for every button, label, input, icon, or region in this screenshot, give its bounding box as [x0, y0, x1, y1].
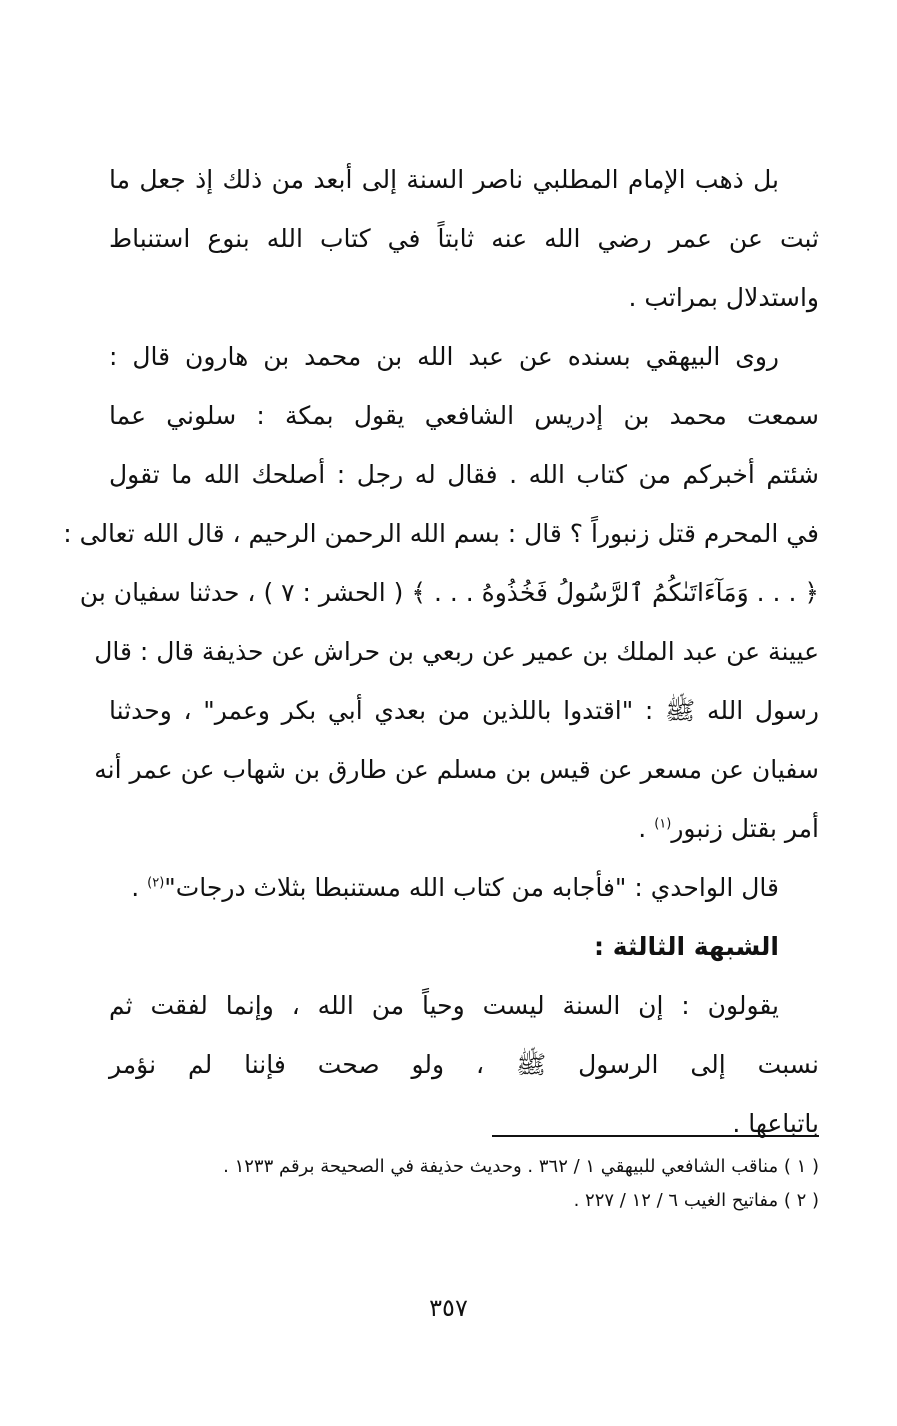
main-text — [63, 150, 819, 1153]
text-line: نسبت إلى الرسول ﷺ ، ولو صحت فإننا لم نؤمر — [109, 1050, 819, 1079]
text-line — [109, 858, 819, 917]
line-end-punctuation: . — [638, 814, 655, 843]
text-line: باتباعها . — [732, 1109, 819, 1138]
text-line: بل ذهب الإمام المطلبي ناصر السنة إلى أبعد من ذلك إذ جعل ما — [109, 165, 779, 194]
text-line-content: أمر بقتل زنبور — [671, 814, 819, 843]
quran-verse-line: ﴿ . . . وَمَآءَاتَىٰكُمُ ٱلرَّسُولُ فَخُذُوهُ . . . ﴾ ( الحشر : ٧ ) ، حدثنا سفيان بن — [79, 578, 819, 607]
footnote-2: ( ٢ ) مفاتيح الغيب ٦ / ١٢ / ٢٢٧ . — [573, 1190, 819, 1211]
footnote-1: ( ١ ) مناقب الشافعي للبيهقي ١ / ٣٦٢ . وحديث حذيفة في الصحيحة برقم ١٢٣٣ . — [223, 1156, 819, 1177]
line-end-punctuation: . — [131, 873, 148, 902]
text-line: سفيان عن مسعر عن قيس بن مسلم عن طارق بن شهاب عن عمر أنه — [94, 755, 819, 784]
text-line-content: قال الواحدي : "فأجابه من كتاب الله مستنبطا بثلاث درجات" — [164, 873, 779, 902]
text-line: في المحرم قتل زنبوراً ؟ قال : بسم الله الرحمن الرحيم ، قال الله تعالى : — [63, 519, 819, 548]
text-line: واستدلال بمراتب . — [628, 283, 819, 312]
footnote-reference-2: (٢) — [147, 875, 165, 891]
text-line: رسول الله ﷺ : "اقتدوا باللذين من بعدي أبي بكر وعمر" ، وحدثنا — [109, 696, 819, 725]
text-line: روى البيهقي بسنده عن عبد الله بن محمد بن هارون قال : — [109, 342, 779, 371]
page-number: ٣٥٧ — [429, 1294, 468, 1322]
text-line: عيينة عن عبد الملك بن عمير عن ربعي بن حراش عن حذيفة قال : قال — [94, 637, 819, 666]
footnotes — [109, 1150, 819, 1218]
footnote-reference-1: (١) — [654, 816, 672, 832]
text-line — [109, 799, 819, 858]
footnote-divider — [492, 1135, 819, 1137]
text-line: سمعت محمد بن إدريس الشافعي يقول بمكة : سلوني عما — [109, 401, 819, 430]
text-line: شئتم أخبركم من كتاب الله . فقال له رجل : أصلحك الله ما تقول — [109, 460, 819, 489]
section-heading: الشبهة الثالثة : — [594, 932, 779, 961]
text-line: يقولون : إن السنة ليست وحياً من الله ، وإنما لفقت ثم — [109, 991, 779, 1020]
text-line: ثبت عن عمر رضي الله عنه ثابتاً في كتاب الله بنوع استنباط — [109, 224, 819, 253]
